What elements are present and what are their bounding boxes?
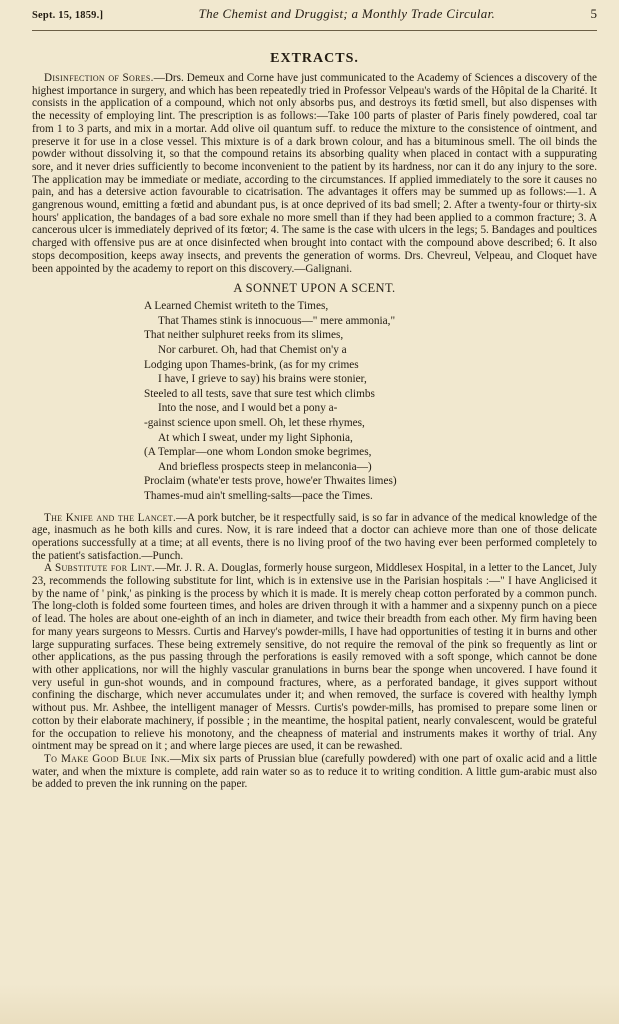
article-heading: The Knife and the Lancet. — [44, 511, 177, 524]
page-number: 5 — [590, 6, 597, 21]
article-body: —Drs. Demeux and Corne have just communicated to the Academy of Sciences a discovery of the highest importance in surgery, and which has been repeatedly tried in Professor Velpeau's wards of the Hôpital de la Charité. It consists in the application of a compound, which not only absorbs pus, and destroys its fœtid smell, but also dispenses with the necessity of employing lint. The prescription is as follows:—Take 100 parts of plaster of Paris finely powdered, coal tar from 1 to 3 parts, and mix in a mortar. Add olive oil quantum suff. to reduce the mixture to the consistence of ointment, and preserve it for use in a close vessel. This mixture is of a dark brown colour, and has a bituminous smell. The oil binds the powder without dissolving it, so that the compound retains its absorbing quality when placed in contact with a suppurating sore, and it never dries sufficiently to become inconvenient to the patient by its hardness, nor can it do any injury to the sore. The application may be immediate or mediate, according to the circumstances. If applied immediately to the sore it causes no pain, and has a detersive action favourable to cicatrisation. The advantages it offers may be summed up as follows:—1. A gangrenous wound, emitting a fœtid and abundant pus, is at once deprived of its bad smell; 2. After a twenty-four or thirty-six hours' application, the bandages of a bad sore exhale no more smell than if they had been applied to a common fracture; 3. A cancerous ulcer is immediately deprived of its fœtor; 4. The same is the case with ulcers in the legs; 5. Bandages and poultices charged with offensive pus are at once disinfected when brought into contact with the compound above described; 6. It also stops decomposition, keeps away insects, and prevents the generation of worms. Drs. Chevreul, Velpeau, and Cloquet have been appointed by the academy to report on this discovery.—Galignani. — [32, 72, 597, 275]
sonnet-title: A SONNET UPON A SCENT. — [233, 281, 396, 296]
article-body: —Mr. J. R. A. Douglas, formerly house surgeon, Middlesex Hospital, in a letter to the Lancet, July 23, recommends the following substitute for lint, which is in extensive use in the Parisian hospitals :—" I have Anglicised it by the name of ' pink,' as pinking is the process by which it is made. It is merely cheap cotton perforated by a common punch. The long-cloth is folded some fourteen times, and holes are driven through it with a hammer and a sixpenny punch on a piece of lead. The holes are about one-eighth of an inch in diameter, and twice their breadth from each other. My firm having been for many years surgeons to Messrs. Curtis and Harvey's powder-mills, I have had opportunities of testing it in burns and other large suppurating surfaces. These being extremely sensitive, do not require the removal of the pink so frequently as lint or other applications, as the pus passing through the perforations is easily removed with a soft sponge, which cannot be done with other applications, nor will the highly vascular granulations in burns bear the sponge when uncovered. I have found it very useful in gun-shot wounds, and in compound fractures, where, as a perforated bandage, it gives support without confining the discharge, which never accumulates under it; and when removed, the surface is covered with healthy lymph without pus. Mr. Ashbee, the intelligent manager of Messrs. Curtis's powder-mills, has promised to prepare some linen or cotton by their elaborate machinery, if possible ; in the meantime, the hospital patient, nearly convalescent, would be grateful for the occupation to relieve his monotony, and the cheapness of material and instruments makes it worthy of trial. Any ointment may be spread on it ; and where large pieces are used, it can be rewashed. — [32, 562, 597, 753]
sonnet-line: At which I sweat, under my light Siphonia, — [158, 431, 353, 444]
sonnet-line: Steeled to all tests, save that sure test which climbs — [144, 387, 375, 400]
sonnet-line: Lodging upon Thames-brink, (as for my crimes — [144, 358, 359, 371]
sonnet-line: I have, I grieve to say) his brains were stonier, — [158, 373, 367, 386]
running-header — [32, 6, 597, 31]
sonnet — [144, 299, 597, 503]
article-knife-lancet — [32, 512, 597, 563]
article-heading: Disinfection of Sores. — [44, 72, 154, 84]
article-body: —A pork butcher, be it respectfully said, is so far in advance of the medical knowledge of the age, inasmuch as he both kills and cures. Now, it is rare indeed that a doctor can achieve more than one of those delicate operations successfully at a time; at all events, there is no living proof of the two having ever been performed completely to the patient's satisfaction.—Punch. — [32, 511, 597, 562]
journal-title: The Chemist and Druggist; a Monthly Trade Circular. — [198, 6, 496, 21]
issue-date: Sept. 15, 1859.] — [32, 10, 104, 21]
sonnet-line: Proclaim (whate'er tests prove, howe'er Thwaites limes) — [144, 475, 397, 488]
sonnet-line: A Learned Chemist writeth to the Times, — [144, 300, 329, 313]
article-heading: To Make Good Blue Ink. — [44, 752, 170, 765]
sonnet-line: That Thames stink is innocuous—" mere ammonia," — [158, 314, 396, 327]
article-disinfection — [32, 72, 597, 275]
sonnet-line: Into the nose, and I would bet a pony a- — [158, 402, 338, 415]
article-blue-ink — [32, 753, 597, 791]
sonnet-line: (A Templar—one whom London smoke begrimes, — [144, 446, 372, 459]
sonnet-line: Thames-mud ain't smelling-salts—pace the Times. — [144, 489, 373, 502]
sonnet-line: Nor carburet. Oh, had that Chemist on'y a — [158, 344, 347, 357]
article-lint-substitute — [32, 562, 597, 753]
section-title: EXTRACTS. — [270, 51, 359, 66]
sonnet-line: And briefless prospects steep in melanconia—) — [158, 460, 372, 473]
sonnet-line: That neither sulphuret reeks from its slimes, — [144, 329, 344, 342]
article-heading: A Substitute for Lint. — [44, 562, 156, 575]
paper-shading — [0, 984, 619, 1024]
article-body: —Mix six parts of Prussian blue (carefully powdered) with one part of oxalic acid and a little water, and when the mixture is complete, add rain water so as to reduce it to writing condition. A little gum-arabic must also be added to preven the ink running on the paper. — [32, 752, 597, 791]
sonnet-line: -gainst science upon smell. Oh, let these rhymes, — [144, 417, 365, 429]
